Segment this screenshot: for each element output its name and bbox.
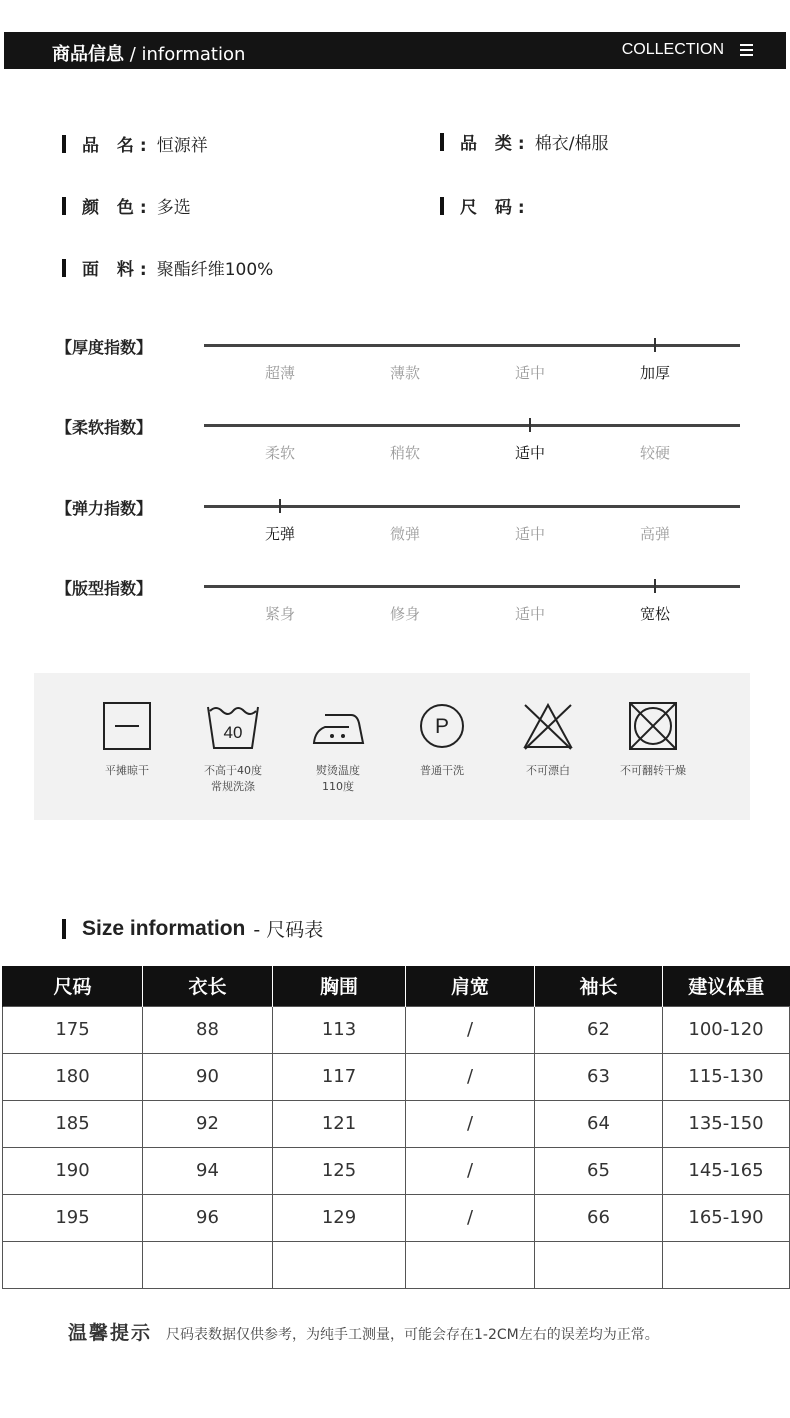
index-option: 稍软: [389, 444, 420, 462]
size-header-cell: 肩宽: [406, 966, 535, 1006]
index-option: 适中: [514, 605, 545, 623]
table-cell: [663, 1241, 790, 1288]
care-caption: 不可翻转干燥: [620, 764, 686, 777]
index-label: 【版型指数】: [56, 579, 153, 598]
tip-text: 尺码表数据仅供参考，为纯手工测量，可能会存在1-2CM左右的误差均为正常。: [166, 1327, 659, 1343]
size-header-cell: 袖长: [535, 966, 663, 1006]
table-row: [3, 1241, 790, 1288]
table-cell: 125: [273, 1147, 406, 1194]
index-option: 适中: [514, 364, 545, 382]
table-cell: 62: [535, 1006, 663, 1053]
info-category-label: 品 类:: [460, 134, 531, 154]
table-cell: [3, 1241, 143, 1288]
index-label: 【厚度指数】: [56, 338, 153, 357]
info-bar: [62, 197, 66, 215]
table-cell: 88: [143, 1006, 273, 1053]
table-cell: 145-165: [663, 1147, 790, 1194]
care-caption: 普通干洗: [420, 764, 464, 777]
header-title: [52, 40, 245, 66]
wash-40-icon: [206, 701, 260, 751]
index-option: 紧身: [264, 605, 295, 623]
size-section-title: [62, 915, 323, 942]
header-title-cn: 商品信息: [52, 44, 124, 65]
care-caption-2: 110度: [322, 780, 354, 793]
table-cell: 117: [273, 1053, 406, 1100]
info-fabric: [62, 255, 273, 280]
table-row: [3, 1147, 790, 1194]
table-cell: 190: [3, 1147, 143, 1194]
index-marker: [529, 418, 531, 432]
table-cell: 195: [3, 1194, 143, 1241]
info-category-value: 棉衣/棉服: [534, 134, 609, 154]
table-cell: [535, 1241, 663, 1288]
wash-temp-text: 40: [223, 723, 243, 742]
dry-clean-p-icon: [417, 701, 467, 751]
table-cell: /: [406, 1194, 535, 1241]
no-tumble-dry-icon: [628, 701, 678, 751]
iron-110-icon: [311, 701, 365, 751]
info-fabric-label: 面 料:: [82, 260, 153, 280]
size-title-bar: [62, 919, 66, 939]
index-option: 较硬: [639, 444, 670, 462]
table-row: [3, 1194, 790, 1241]
table-cell: /: [406, 1006, 535, 1053]
size-title-cn: - 尺码表: [253, 919, 324, 941]
table-cell: [406, 1241, 535, 1288]
info-bar: [62, 259, 66, 277]
table-cell: 129: [273, 1194, 406, 1241]
table-cell: 96: [143, 1194, 273, 1241]
index-label: 【柔软指数】: [56, 418, 153, 437]
info-size-label: 尺 码:: [460, 198, 531, 218]
care-panel: [34, 673, 750, 820]
index-option: 加厚: [639, 364, 670, 382]
info-fabric-value: 聚酯纤维100%: [156, 260, 274, 280]
info-color: [62, 193, 191, 218]
index-marker: [654, 579, 656, 593]
care-no-tumble: [598, 701, 708, 779]
index-option: 宽松: [639, 605, 670, 623]
index-track: [204, 424, 740, 427]
table-cell: 180: [3, 1053, 143, 1100]
table-cell: 121: [273, 1100, 406, 1147]
index-option: 适中: [514, 444, 545, 462]
index-option: 高弹: [639, 525, 670, 543]
info-name-label: 品 名:: [82, 136, 153, 156]
table-cell: 90: [143, 1053, 273, 1100]
care-caption: 不可漂白: [526, 764, 570, 777]
size-header-cell: 胸围: [273, 966, 406, 1006]
index-option: 无弹: [264, 525, 295, 543]
index-option: 超薄: [264, 364, 295, 382]
care-no-bleach: [493, 701, 603, 779]
table-cell: 185: [3, 1100, 143, 1147]
size-header-cell: 衣长: [143, 966, 273, 1006]
size-header-cell: 尺码: [3, 966, 143, 1006]
info-color-label: 颜 色:: [82, 198, 153, 218]
table-cell: 92: [143, 1100, 273, 1147]
table-cell: /: [406, 1100, 535, 1147]
table-cell: 65: [535, 1147, 663, 1194]
care-caption: 熨烫温度: [316, 764, 360, 777]
table-cell: [143, 1241, 273, 1288]
table-row: [3, 1053, 790, 1100]
care-caption: 不高于40度: [204, 764, 262, 777]
index-marker: [279, 499, 281, 513]
size-table: [2, 966, 790, 1289]
table-cell: 115-130: [663, 1053, 790, 1100]
info-name: [62, 131, 208, 156]
care-dry-clean: [387, 701, 497, 779]
flat-dry-icon: [102, 701, 152, 751]
index-track: [204, 505, 740, 508]
care-wash: [178, 701, 288, 795]
table-cell: 135-150: [663, 1100, 790, 1147]
index-option: 微弹: [389, 525, 420, 543]
table-cell: 94: [143, 1147, 273, 1194]
info-size: [440, 193, 535, 218]
index-track: [204, 585, 740, 588]
header-title-en: / information: [129, 44, 246, 65]
size-table-header: [3, 966, 790, 1006]
index-option: 柔软: [264, 444, 295, 462]
info-category: [440, 129, 608, 154]
header-bar: [4, 32, 786, 69]
table-row: [3, 1006, 790, 1053]
tip-label: 温馨提示: [68, 1322, 153, 1344]
table-cell: [273, 1241, 406, 1288]
table-cell: 63: [535, 1053, 663, 1100]
size-title-en: Size information: [82, 916, 246, 940]
care-caption: 平摊晾干: [105, 764, 149, 777]
info-bar: [440, 197, 444, 215]
care-flat-dry: [72, 701, 182, 779]
menu-icon[interactable]: [740, 44, 753, 56]
index-option: 适中: [514, 525, 545, 543]
index-track: [204, 344, 740, 347]
table-cell: 175: [3, 1006, 143, 1053]
table-cell: /: [406, 1147, 535, 1194]
index-option: 薄款: [389, 364, 420, 382]
table-cell: /: [406, 1053, 535, 1100]
index-option: 修身: [389, 605, 420, 623]
table-cell: 66: [535, 1194, 663, 1241]
table-cell: 64: [535, 1100, 663, 1147]
dry-clean-letter: P: [434, 715, 450, 738]
table-cell: 100-120: [663, 1006, 790, 1053]
care-caption-2: 常规洗涤: [211, 780, 255, 793]
table-row: [3, 1100, 790, 1147]
info-bar: [440, 133, 444, 151]
info-bar: [62, 135, 66, 153]
collection-link[interactable]: COLLECTION: [621, 41, 724, 58]
warm-tip: [68, 1318, 659, 1345]
index-label: 【弹力指数】: [56, 499, 153, 518]
info-color-value: 多选: [156, 198, 191, 218]
table-cell: 165-190: [663, 1194, 790, 1241]
table-cell: 113: [273, 1006, 406, 1053]
index-marker: [654, 338, 656, 352]
no-bleach-icon: [521, 701, 575, 751]
info-name-value: 恒源祥: [156, 136, 208, 156]
size-header-cell: 建议体重: [663, 966, 790, 1006]
care-iron: [283, 701, 393, 795]
